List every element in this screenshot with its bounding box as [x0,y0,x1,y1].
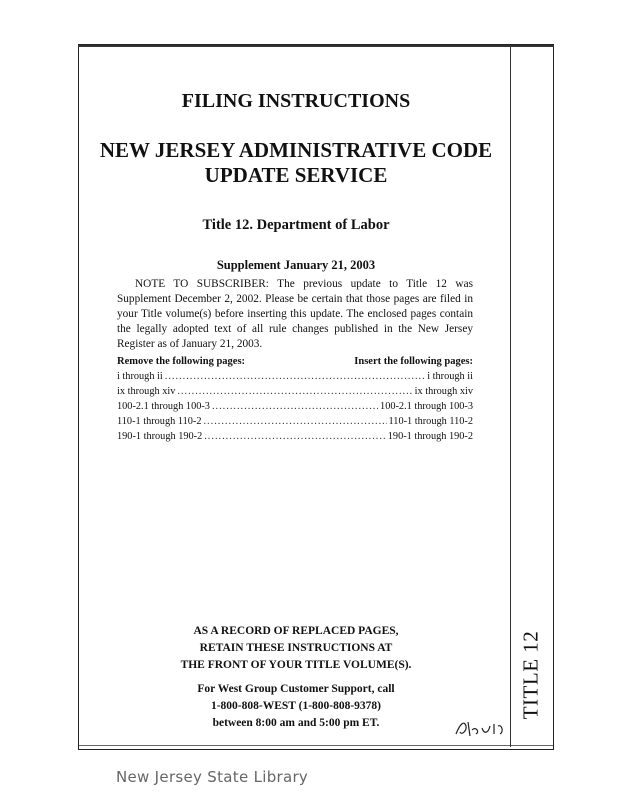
leader-dots [203,414,386,429]
remove-pages: ix through xiv [117,386,176,397]
subscriber-note: NOTE TO SUBSCRIBER: The previous update to Title 12 was Supplement December 2, 2002. Please be certain that those pages are filed in your Title volume(s) before inserting this update. The enclosed pages contain the legally adopted text of all rule changes published in the New Jersey Register as of January 21, 2003. [117,278,473,350]
record-line: THE FRONT OF YOUR TITLE VOLUME(S). [180,659,412,671]
supplement-date: Supplement January 21, 2003 [216,258,376,272]
title-tab [513,620,549,730]
page-title: FILING INSTRUCTIONS [181,90,411,112]
table-row [117,399,473,414]
support-phone: 1-800-808-WEST (1-800-808-9378) [210,700,382,712]
table-row [117,429,473,444]
leader-dots [177,384,412,399]
table-row [117,414,473,429]
page-list-headers [117,356,473,367]
remove-header: Remove the following pages: [117,356,246,367]
title-tab-label: TITLE 12 [518,630,543,720]
code-heading [83,138,509,188]
record-line: AS A RECORD OF REPLACED PAGES, [193,625,399,637]
remove-pages: i through ii [117,371,163,382]
remove-pages: 100-2.1 through 100-3 [117,401,210,412]
insert-pages: 110-1 through 110-2 [388,416,473,427]
record-line: RETAIN THESE INSTRUCTIONS AT [199,642,393,654]
support-line: For West Group Customer Support, call [197,683,395,695]
code-heading-line1: NEW JERSEY ADMINISTRATIVE CODE [99,138,493,162]
title-heading: Title 12. Department of Labor [202,217,390,233]
library-stamp: New Jersey State Library [116,768,309,786]
leader-dots [212,399,378,414]
page-list [117,369,473,444]
insert-pages: 190-1 through 190-2 [387,431,473,442]
table-row [117,369,473,384]
record-instructions [83,623,509,674]
tab-divider [510,45,511,747]
leader-dots [204,429,386,444]
insert-pages: ix through xiv [414,386,473,397]
insert-header: Insert the following pages: [354,356,473,367]
table-row [117,384,473,399]
remove-pages: 190-1 through 190-2 [117,431,203,442]
insert-pages: i through ii [427,371,473,382]
insert-pages: 100-2.1 through 100-3 [380,401,473,412]
handwritten-initials [450,712,510,742]
leader-dots [165,369,425,384]
support-hours: between 8:00 am and 5:00 pm ET. [212,717,380,729]
remove-pages: 110-1 through 110-2 [117,416,202,427]
customer-support [83,681,509,732]
code-heading-line2: UPDATE SERVICE [204,163,388,187]
